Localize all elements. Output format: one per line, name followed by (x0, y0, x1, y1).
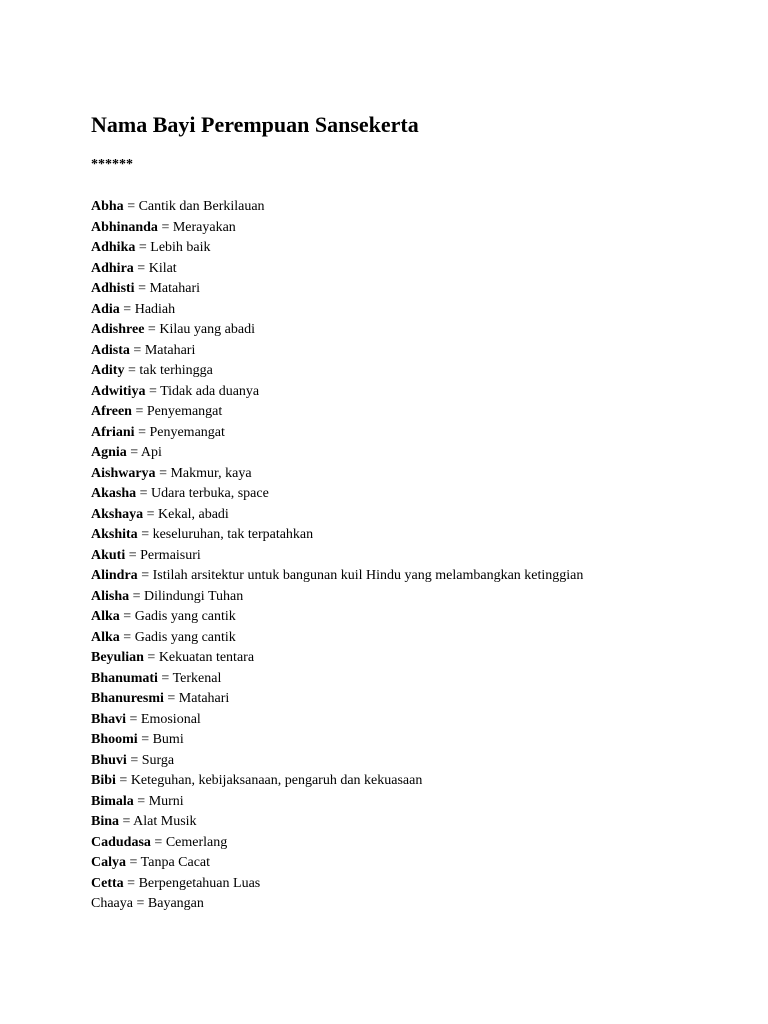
entry-meaning: Penyemangat (146, 404, 223, 419)
entry-name: Afreen (91, 404, 132, 419)
list-item (91, 751, 583, 772)
entry-name: Adhika (91, 240, 136, 255)
entry-name: Calya (91, 855, 126, 870)
list-item (91, 505, 583, 526)
list-item (91, 628, 583, 649)
entry-name: Bhanumati (91, 670, 158, 686)
list-item (91, 279, 583, 300)
equals-sign: = (131, 404, 147, 419)
equals-sign: = (133, 260, 149, 276)
entry-name: Beyulian (91, 650, 144, 665)
entry-meaning: Merayakan (172, 219, 236, 235)
entry-name: Bibi (91, 773, 116, 788)
entry-name: Adwitiya (91, 383, 146, 399)
entry-meaning: Bumi (152, 732, 184, 747)
entry-meaning: Kekal, abadi (158, 506, 229, 522)
equals-sign: = (119, 814, 134, 829)
entry-meaning: Berpengetahuan Luas (138, 875, 261, 891)
equals-sign: = (125, 547, 141, 563)
entry-meaning: Matahari (178, 691, 230, 706)
list-item (91, 771, 583, 792)
entry-name: Alisha (91, 588, 130, 604)
equals-sign: = (157, 219, 173, 235)
entry-meaning: keseluruhan, tak terpatahkan (152, 527, 314, 542)
list-item (91, 689, 583, 710)
list-item (91, 443, 583, 464)
list-item (91, 382, 583, 403)
entry-meaning: Matahari (144, 342, 196, 358)
separator-asterisks: ****** (91, 157, 133, 172)
entry-meaning: tak terhingga (139, 363, 213, 378)
entry-meaning: Tanpa Cacat (140, 855, 211, 870)
equals-sign: = (157, 670, 173, 686)
entry-meaning: Dilindungi Tuhan (144, 588, 244, 604)
list-item (91, 484, 583, 505)
list-item (91, 525, 583, 546)
list-item (91, 894, 583, 915)
entry-meaning: Surga (141, 752, 175, 768)
entry-name: Alindra (91, 568, 138, 583)
entry-meaning: Hadiah (134, 301, 176, 317)
equals-sign: = (135, 240, 151, 255)
equals-sign: = (150, 834, 166, 850)
equals-sign: = (137, 527, 153, 542)
entry-meaning: Istilah arsitektur untuk bangunan kuil Hindu yang melambangkan ketinggian (152, 568, 584, 583)
entry-meaning: Murni (148, 793, 184, 809)
equals-sign: = (137, 568, 153, 583)
entry-name: Alka (91, 609, 120, 624)
entry-meaning: Makmur, kaya (170, 465, 252, 481)
equals-sign: = (134, 424, 150, 440)
list-item (91, 546, 583, 567)
list-item (91, 218, 583, 239)
list-item (91, 648, 583, 669)
list-item (91, 197, 583, 218)
entry-meaning: Api (140, 445, 162, 460)
list-item (91, 320, 583, 341)
equals-sign: = (126, 855, 141, 870)
entry-name: Bina (91, 814, 120, 829)
entry-name: Adista (91, 342, 130, 358)
list-item (91, 423, 583, 444)
entry-meaning: Lebih baik (150, 240, 211, 255)
entry-name: Akuti (91, 547, 126, 563)
equals-sign: = (143, 506, 159, 522)
entry-name: Afriani (91, 424, 135, 440)
entry-meaning: Cemerlang (165, 834, 228, 850)
entry-meaning: Penyemangat (149, 424, 225, 440)
entry-name: Chaaya (91, 896, 133, 911)
entry-name: Bhanuresmi (91, 691, 164, 706)
entry-meaning: Permaisuri (140, 547, 201, 563)
entry-name: Bhavi (91, 711, 127, 727)
equals-sign: = (145, 383, 161, 399)
equals-sign: = (119, 609, 135, 624)
equals-sign: = (129, 588, 145, 604)
equals-sign: = (126, 445, 141, 460)
entry-name: Adia (91, 301, 120, 317)
equals-sign: = (155, 465, 171, 481)
list-item (91, 730, 583, 751)
entry-meaning: Bayangan (147, 896, 204, 911)
entry-name: Adhisti (91, 281, 135, 296)
equals-sign: = (126, 711, 141, 727)
page-title: Nama Bayi Perempuan Sansekerta (91, 112, 419, 137)
list-item (91, 566, 583, 587)
entry-meaning: Kilau yang abadi (159, 322, 255, 337)
equals-sign: = (123, 199, 139, 214)
list-item (91, 402, 583, 423)
entry-meaning: Gadis yang cantik (134, 629, 236, 645)
list-item (91, 833, 583, 854)
equals-sign: = (137, 732, 153, 747)
equals-sign: = (119, 301, 135, 317)
entry-meaning: Gadis yang cantik (134, 609, 236, 624)
entry-name: Adishree (91, 322, 145, 337)
equals-sign: = (115, 773, 131, 788)
list-item (91, 300, 583, 321)
list-item (91, 669, 583, 690)
equals-sign: = (134, 281, 150, 296)
list-item (91, 607, 583, 628)
equals-sign: = (143, 650, 159, 665)
entry-meaning: Terkenal (172, 670, 222, 686)
equals-sign: = (136, 486, 152, 501)
list-item (91, 792, 583, 813)
list-item (91, 874, 583, 895)
entry-meaning: Tidak ada duanya (160, 383, 260, 399)
entry-name: Cetta (91, 875, 124, 891)
entry-meaning: Keteguhan, kebijaksanaan, pengaruh dan kekuasaan (130, 773, 423, 788)
list-item (91, 238, 583, 259)
entry-name: Bhuvi (91, 752, 127, 768)
entry-name: Aishwarya (91, 465, 156, 481)
list-item (91, 587, 583, 608)
name-list (91, 197, 583, 915)
equals-sign: = (126, 752, 142, 768)
list-item (91, 361, 583, 382)
entry-name: Akasha (91, 486, 137, 501)
equals-sign: = (129, 342, 145, 358)
entry-meaning: Kilat (148, 260, 177, 276)
equals-sign: = (163, 691, 179, 706)
entry-meaning: Udara terbuka, space (151, 486, 269, 501)
entry-meaning: Emosional (140, 711, 201, 727)
equals-sign: = (123, 875, 139, 891)
entry-meaning: Kekuatan tentara (158, 650, 255, 665)
list-item (91, 853, 583, 874)
list-item (91, 259, 583, 280)
entry-name: Akshaya (91, 506, 144, 522)
equals-sign: = (144, 322, 160, 337)
equals-sign: = (133, 793, 149, 809)
entry-name: Cadudasa (91, 834, 151, 850)
list-item (91, 812, 583, 833)
entry-meaning: Alat Musik (133, 814, 197, 829)
list-item (91, 464, 583, 485)
entry-name: Bimala (91, 793, 134, 809)
entry-name: Adhira (91, 260, 134, 276)
entry-name: Abha (91, 199, 124, 214)
entry-name: Adity (91, 363, 125, 378)
entry-name: Bhoomi (91, 732, 138, 747)
equals-sign: = (119, 629, 135, 645)
entry-name: Agnia (91, 445, 127, 460)
entry-meaning: Cantik dan Berkilauan (138, 199, 265, 214)
equals-sign: = (132, 896, 148, 911)
list-item (91, 710, 583, 731)
entry-meaning: Matahari (149, 281, 201, 296)
equals-sign: = (124, 363, 140, 378)
entry-name: Abhinanda (91, 219, 158, 235)
list-item (91, 341, 583, 362)
entry-name: Alka (91, 629, 120, 645)
entry-name: Akshita (91, 527, 138, 542)
